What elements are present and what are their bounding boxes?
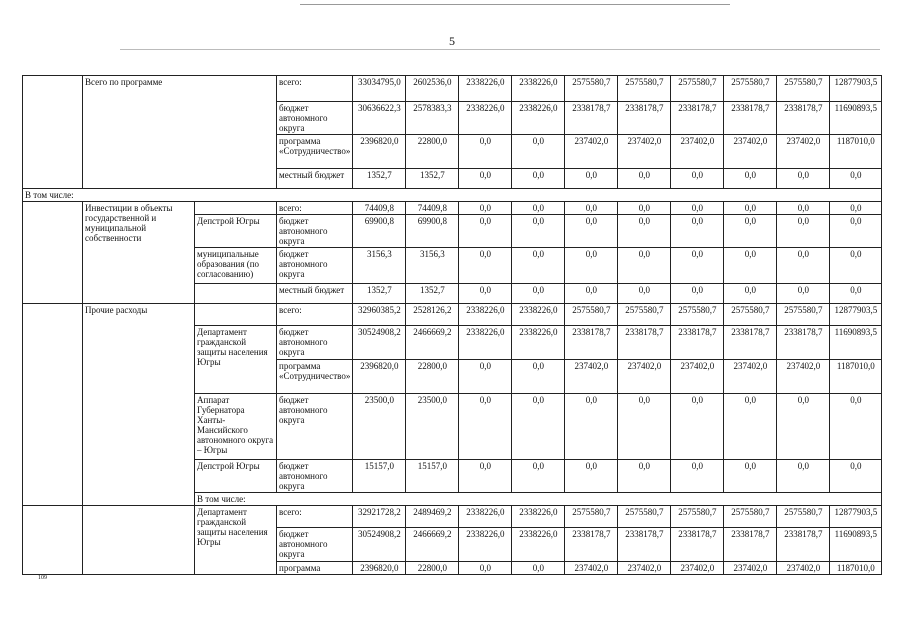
section-label: В том числе: <box>195 493 882 506</box>
value-cell: 2338178,7 <box>671 102 724 135</box>
value-cell: 3156,3 <box>353 248 406 284</box>
value-cell: 0,0 <box>777 394 830 460</box>
scan-line-top <box>300 4 730 5</box>
value-cell: 0,0 <box>777 215 830 248</box>
value-cell: 0,0 <box>618 169 671 189</box>
value-cell: 237402,0 <box>671 562 724 575</box>
value-cell: 2338178,7 <box>565 326 618 360</box>
value-cell: 2338226,0 <box>459 76 512 102</box>
value-cell: 0,0 <box>459 460 512 493</box>
value-cell: 0,0 <box>777 284 830 304</box>
value-cell: 0,0 <box>512 284 565 304</box>
value-cell: 237402,0 <box>777 360 830 394</box>
value-cell: 0,0 <box>459 284 512 304</box>
source-label: бюджет автономного округа <box>277 326 353 360</box>
source-label: бюджет автономного округа <box>277 215 353 248</box>
value-cell: 30636622,3 <box>353 102 406 135</box>
value-cell: 12877903,5 <box>830 506 882 528</box>
value-cell: 0,0 <box>671 394 724 460</box>
value-cell: 2338178,7 <box>724 326 777 360</box>
value-cell: 0,0 <box>671 202 724 215</box>
value-cell: 2602536,0 <box>406 76 459 102</box>
value-cell: 2338226,0 <box>512 102 565 135</box>
empty-cell <box>23 76 83 189</box>
value-cell: 0,0 <box>724 460 777 493</box>
value-cell: 237402,0 <box>565 562 618 575</box>
value-cell: 0,0 <box>565 169 618 189</box>
value-cell: 2575580,7 <box>565 304 618 326</box>
source-label: бюджет автономного округа <box>277 102 353 135</box>
source-label: всего: <box>277 506 353 528</box>
value-cell: 69900,8 <box>353 215 406 248</box>
value-cell: 237402,0 <box>618 360 671 394</box>
value-cell: 0,0 <box>830 284 882 304</box>
value-cell: 11690893,5 <box>830 528 882 562</box>
value-cell: 0,0 <box>777 248 830 284</box>
value-cell: 0,0 <box>830 394 882 460</box>
value-cell: 0,0 <box>724 284 777 304</box>
value-cell: 2575580,7 <box>565 506 618 528</box>
value-cell: 32921728,2 <box>353 506 406 528</box>
source-label: программа <box>277 562 353 575</box>
value-cell: 0,0 <box>724 215 777 248</box>
value-cell: 12877903,5 <box>830 76 882 102</box>
value-cell: 2338178,7 <box>618 326 671 360</box>
empty-cell <box>23 506 83 575</box>
value-cell: 2575580,7 <box>618 76 671 102</box>
value-cell: 1187010,0 <box>830 360 882 394</box>
source-label: бюджет автономного округа <box>277 460 353 493</box>
section-row <box>23 189 882 202</box>
apparat-label: Аппарат Губернатора Ханты-Мансийского автономного округа – Югры <box>195 394 277 460</box>
value-cell: 3156,3 <box>406 248 459 284</box>
value-cell: 0,0 <box>830 248 882 284</box>
value-cell: 2575580,7 <box>618 304 671 326</box>
source-label: бюджет автономного округа <box>277 528 353 562</box>
value-cell: 0,0 <box>459 135 512 169</box>
value-cell: 11690893,5 <box>830 326 882 360</box>
value-cell: 12877903,5 <box>830 304 882 326</box>
source-label: бюджет автономного округа <box>277 248 353 284</box>
value-cell: 30524908,2 <box>353 528 406 562</box>
value-cell: 2396820,0 <box>353 360 406 394</box>
value-cell: 22800,0 <box>406 360 459 394</box>
value-cell: 2338226,0 <box>459 304 512 326</box>
value-cell: 0,0 <box>830 169 882 189</box>
footer-mark: 109 <box>38 575 47 581</box>
empty-cell <box>195 202 277 215</box>
value-cell: 2575580,7 <box>777 304 830 326</box>
source-label: всего: <box>277 76 353 102</box>
value-cell: 0,0 <box>777 202 830 215</box>
empty-cell <box>195 284 277 304</box>
value-cell: 2575580,7 <box>724 304 777 326</box>
value-cell: 2575580,7 <box>671 304 724 326</box>
value-cell: 0,0 <box>777 169 830 189</box>
value-cell: 23500,0 <box>406 394 459 460</box>
value-cell: 2575580,7 <box>671 76 724 102</box>
value-cell: 2575580,7 <box>777 76 830 102</box>
value-cell: 0,0 <box>512 360 565 394</box>
source-label: местный бюджет <box>277 284 353 304</box>
value-cell: 2338178,7 <box>618 102 671 135</box>
empty-cell <box>23 304 83 506</box>
value-cell: 69900,8 <box>406 215 459 248</box>
deptstroy-label: Депстрой Югры <box>195 460 277 493</box>
value-cell: 2575580,7 <box>724 506 777 528</box>
value-cell: 0,0 <box>459 394 512 460</box>
value-cell: 2575580,7 <box>565 76 618 102</box>
empty-cell <box>195 304 277 326</box>
value-cell: 22800,0 <box>406 562 459 575</box>
value-cell: 0,0 <box>618 284 671 304</box>
value-cell: 0,0 <box>830 202 882 215</box>
value-cell: 0,0 <box>459 215 512 248</box>
value-cell: 1352,7 <box>353 169 406 189</box>
value-cell: 2578383,3 <box>406 102 459 135</box>
value-cell: 33034795,0 <box>353 76 406 102</box>
value-cell: 0,0 <box>618 248 671 284</box>
value-cell: 2338178,7 <box>777 528 830 562</box>
total-program-label: Всего по программе <box>83 76 277 189</box>
value-cell: 0,0 <box>512 248 565 284</box>
value-cell: 0,0 <box>459 202 512 215</box>
value-cell: 15157,0 <box>353 460 406 493</box>
value-cell: 237402,0 <box>724 360 777 394</box>
value-cell: 2338178,7 <box>671 528 724 562</box>
value-cell: 0,0 <box>671 169 724 189</box>
value-cell: 237402,0 <box>671 135 724 169</box>
table-row <box>23 304 882 326</box>
investments-label: Инвестиции в объекты государственной и муниципальной собственности <box>83 202 195 304</box>
value-cell: 0,0 <box>512 202 565 215</box>
value-cell: 0,0 <box>459 169 512 189</box>
value-cell: 0,0 <box>459 360 512 394</box>
source-label: программа «Сотрудничество» <box>277 135 353 169</box>
value-cell: 237402,0 <box>618 562 671 575</box>
value-cell: 2575580,7 <box>671 506 724 528</box>
value-cell: 2338178,7 <box>777 326 830 360</box>
value-cell: 0,0 <box>565 284 618 304</box>
value-cell: 0,0 <box>777 460 830 493</box>
value-cell: 0,0 <box>512 169 565 189</box>
value-cell: 0,0 <box>512 135 565 169</box>
value-cell: 23500,0 <box>353 394 406 460</box>
value-cell: 15157,0 <box>406 460 459 493</box>
value-cell: 0,0 <box>618 460 671 493</box>
value-cell: 237402,0 <box>565 360 618 394</box>
value-cell: 0,0 <box>565 248 618 284</box>
page-number: 5 <box>449 34 455 48</box>
municipal-label: муниципальные образования (по согласованию) <box>195 248 277 284</box>
value-cell: 0,0 <box>512 215 565 248</box>
value-cell: 11690893,5 <box>830 102 882 135</box>
dept-civil-label: Департамент гражданской защиты населения Югры <box>195 326 277 394</box>
value-cell: 2338226,0 <box>512 304 565 326</box>
value-cell: 1352,7 <box>353 284 406 304</box>
value-cell: 0,0 <box>830 460 882 493</box>
value-cell: 32960385,2 <box>353 304 406 326</box>
value-cell: 0,0 <box>830 215 882 248</box>
value-cell: 0,0 <box>512 394 565 460</box>
value-cell: 0,0 <box>565 394 618 460</box>
value-cell: 1352,7 <box>406 169 459 189</box>
value-cell: 237402,0 <box>724 135 777 169</box>
value-cell: 2338178,7 <box>565 528 618 562</box>
value-cell: 30524908,2 <box>353 326 406 360</box>
deptstroy-label: Депстрой Югры <box>195 215 277 248</box>
value-cell: 0,0 <box>671 248 724 284</box>
value-cell: 0,0 <box>618 202 671 215</box>
other-label: Прочие расходы <box>83 304 195 506</box>
section-label: В том числе: <box>23 189 882 202</box>
value-cell: 0,0 <box>565 202 618 215</box>
value-cell: 2396820,0 <box>353 562 406 575</box>
value-cell: 237402,0 <box>618 135 671 169</box>
source-label: всего: <box>277 202 353 215</box>
value-cell: 2338226,0 <box>459 506 512 528</box>
value-cell: 2338178,7 <box>671 326 724 360</box>
value-cell: 0,0 <box>618 394 671 460</box>
source-label: всего: <box>277 304 353 326</box>
value-cell: 2338178,7 <box>724 102 777 135</box>
value-cell: 2489469,2 <box>406 506 459 528</box>
value-cell: 1187010,0 <box>830 135 882 169</box>
value-cell: 74409,8 <box>406 202 459 215</box>
value-cell: 2338226,0 <box>512 76 565 102</box>
table-row <box>23 76 882 102</box>
value-cell: 0,0 <box>512 460 565 493</box>
value-cell: 74409,8 <box>353 202 406 215</box>
value-cell: 2338226,0 <box>512 326 565 360</box>
value-cell: 0,0 <box>459 562 512 575</box>
value-cell: 0,0 <box>512 562 565 575</box>
dept-civil-label: Департамент гражданской защиты населения Югры <box>195 506 277 575</box>
empty-cell <box>23 202 83 304</box>
value-cell: 237402,0 <box>724 562 777 575</box>
value-cell: 0,0 <box>724 248 777 284</box>
value-cell: 0,0 <box>671 460 724 493</box>
value-cell: 0,0 <box>724 202 777 215</box>
value-cell: 1187010,0 <box>830 562 882 575</box>
value-cell: 2338226,0 <box>512 506 565 528</box>
value-cell: 2338178,7 <box>777 102 830 135</box>
table-row <box>23 202 882 215</box>
value-cell: 237402,0 <box>777 135 830 169</box>
value-cell: 0,0 <box>671 215 724 248</box>
value-cell: 2338178,7 <box>724 528 777 562</box>
value-cell: 2466669,2 <box>406 528 459 562</box>
value-cell: 2338178,7 <box>618 528 671 562</box>
value-cell: 2338226,0 <box>459 102 512 135</box>
value-cell: 0,0 <box>618 215 671 248</box>
value-cell: 22800,0 <box>406 135 459 169</box>
source-label: программа «Сотрудничество» <box>277 360 353 394</box>
value-cell: 2338226,0 <box>512 528 565 562</box>
value-cell: 0,0 <box>671 284 724 304</box>
value-cell: 2466669,2 <box>406 326 459 360</box>
value-cell: 237402,0 <box>777 562 830 575</box>
table-row <box>23 506 882 528</box>
value-cell: 2528126,2 <box>406 304 459 326</box>
value-cell: 1352,7 <box>406 284 459 304</box>
value-cell: 2575580,7 <box>724 76 777 102</box>
value-cell: 0,0 <box>724 394 777 460</box>
value-cell: 2338226,0 <box>459 326 512 360</box>
scan-line-mid <box>120 49 880 50</box>
value-cell: 2575580,7 <box>777 506 830 528</box>
value-cell: 0,0 <box>565 460 618 493</box>
value-cell: 0,0 <box>459 248 512 284</box>
value-cell: 2338178,7 <box>565 102 618 135</box>
budget-table <box>22 75 882 575</box>
empty-cell <box>83 506 195 575</box>
value-cell: 2338226,0 <box>459 528 512 562</box>
source-label: бюджет автономного округа <box>277 394 353 460</box>
value-cell: 2396820,0 <box>353 135 406 169</box>
value-cell: 0,0 <box>565 215 618 248</box>
value-cell: 2575580,7 <box>618 506 671 528</box>
value-cell: 237402,0 <box>671 360 724 394</box>
value-cell: 0,0 <box>724 169 777 189</box>
source-label: местный бюджет <box>277 169 353 189</box>
value-cell: 237402,0 <box>565 135 618 169</box>
